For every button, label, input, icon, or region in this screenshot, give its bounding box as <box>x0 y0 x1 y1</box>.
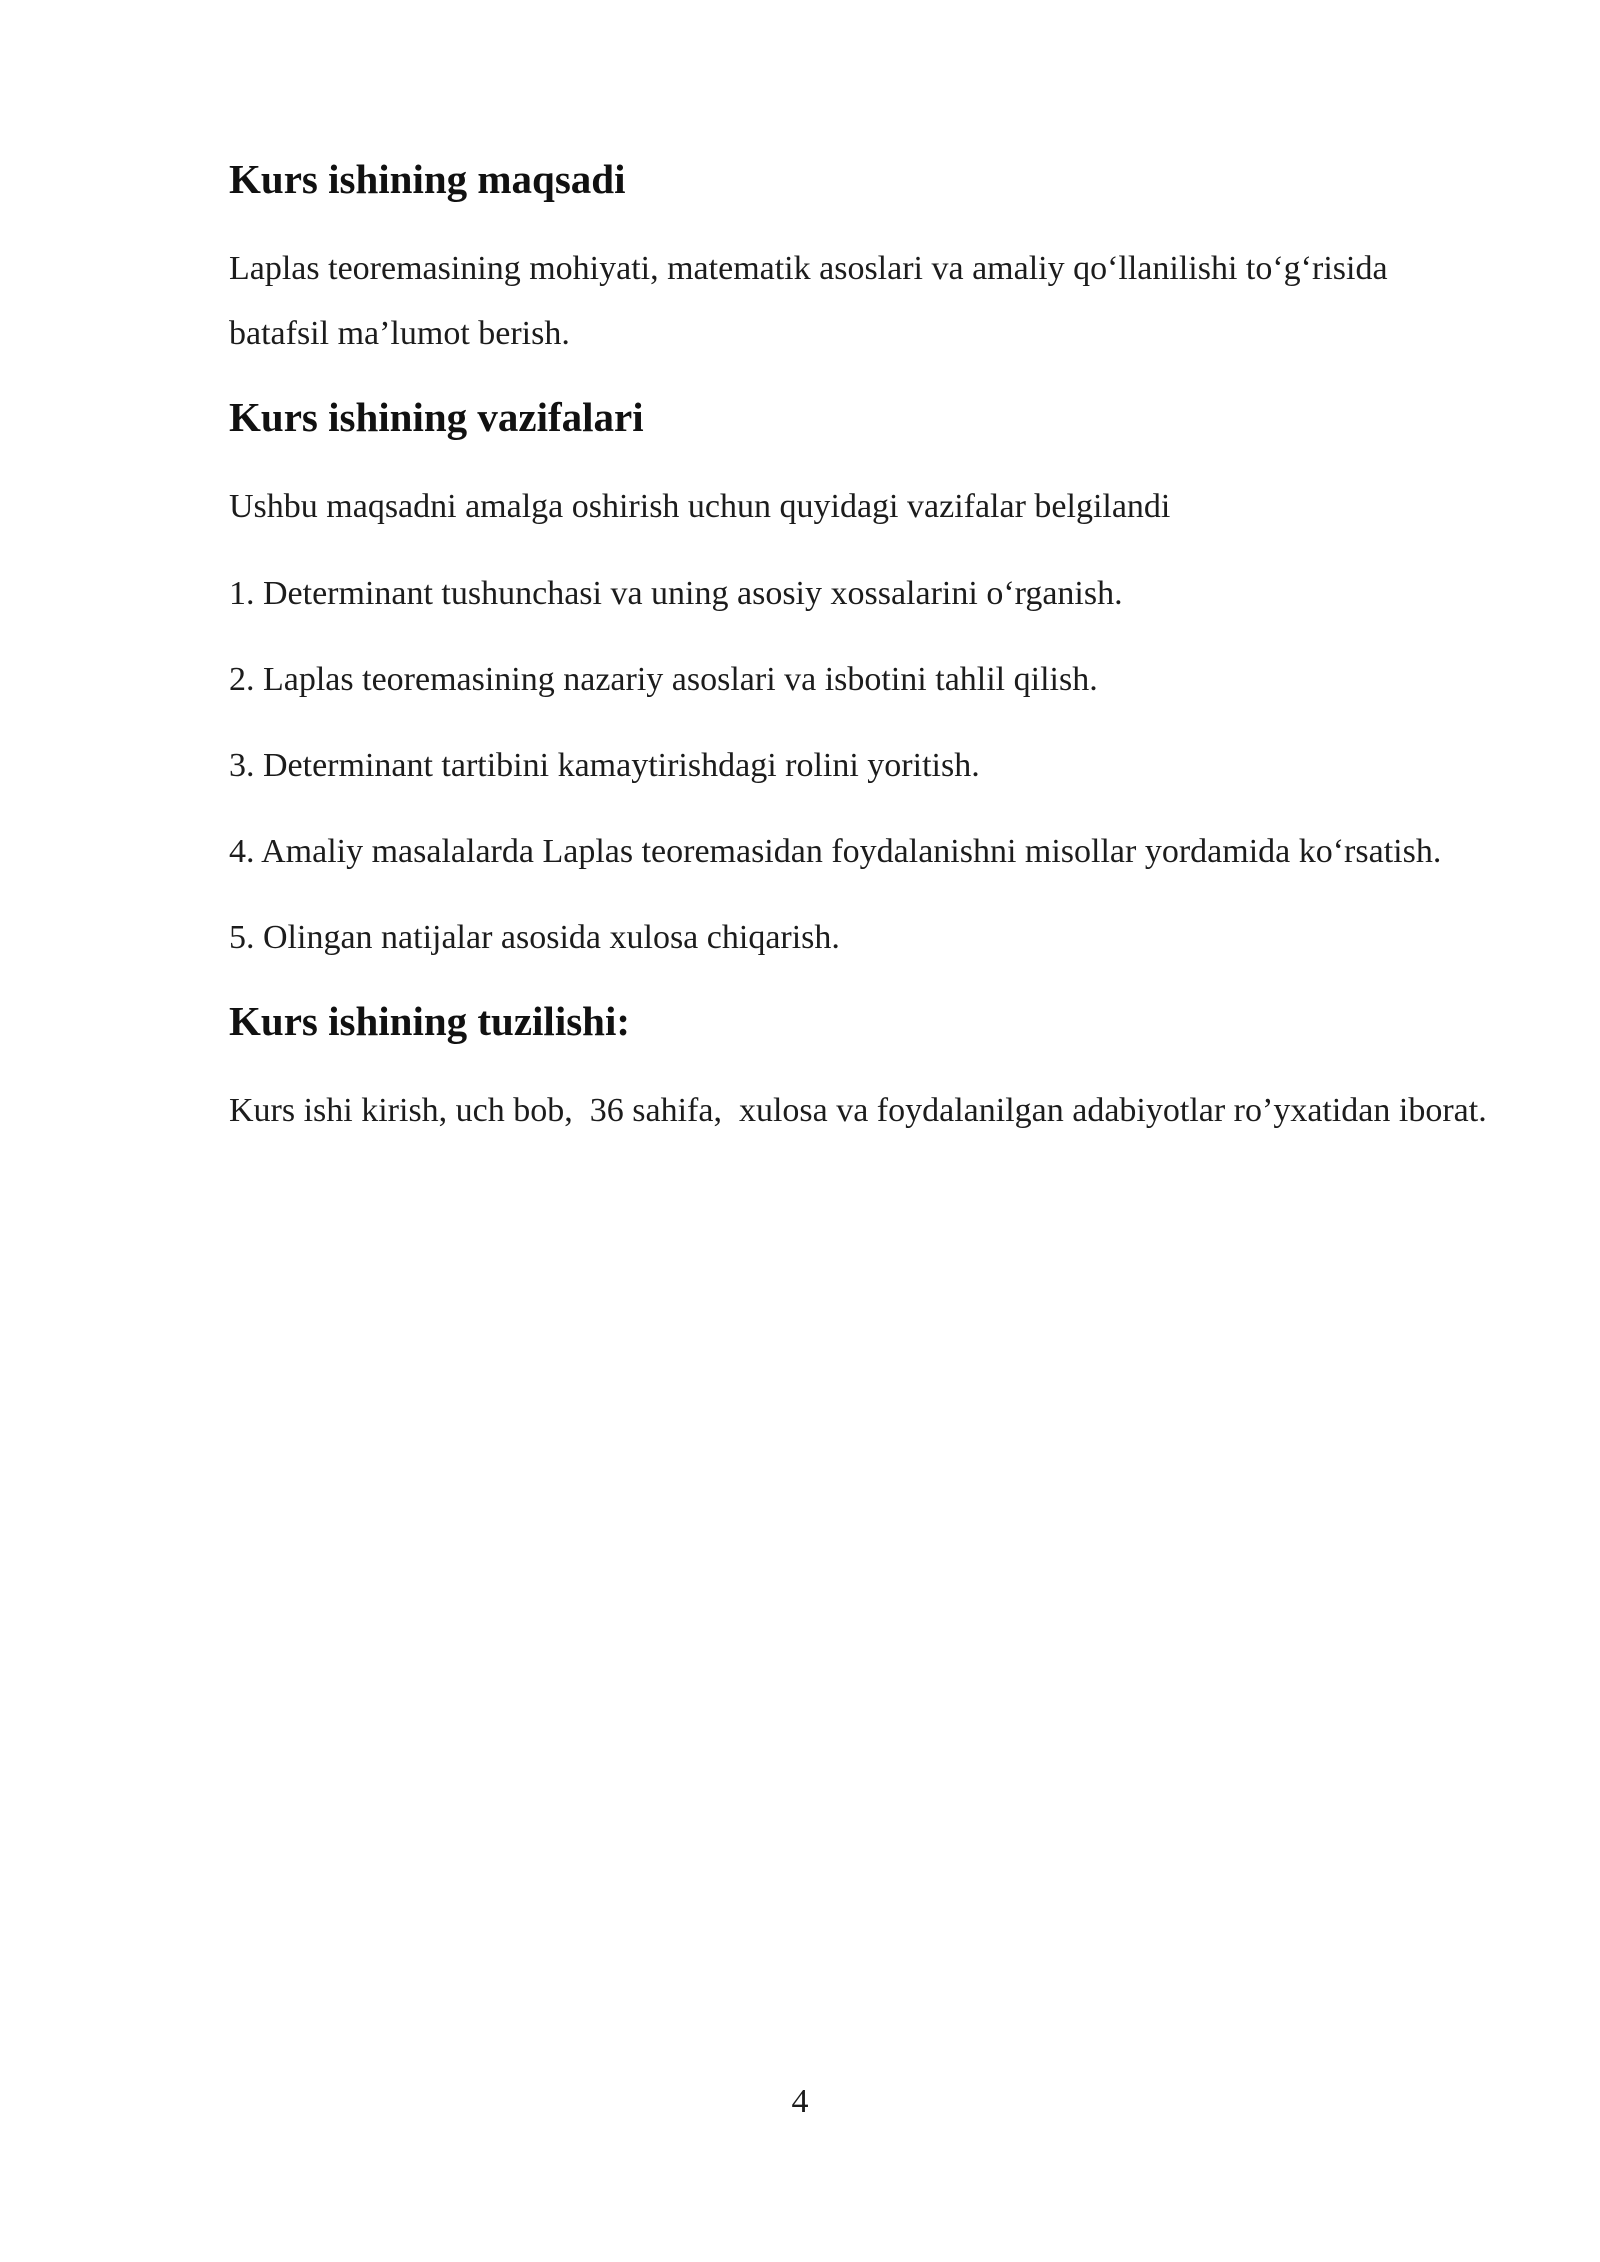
tasks-heading: Kurs ishining vazifalari <box>229 394 644 440</box>
structure-heading: Kurs ishining tuzilishi: <box>229 998 631 1044</box>
page-content <box>229 150 1529 1143</box>
list-item: 3. Determinant tartibini kamaytirishdagi rolini yoritish. <box>229 747 980 784</box>
list-item: 2. Laplas teoremasining nazariy asoslari va isbotini tahlil qilish. <box>229 661 1098 698</box>
list-item: 5. Olingan natijalar asosida xulosa chiqarish. <box>229 919 840 956</box>
list-item: 4. Amaliy masalalarda Laplas teoremasidan foydalanishni misollar yordamida ko‘rsatish. <box>229 833 1442 870</box>
list-item: 1. Determinant tushunchasi va uning asosiy xossalarini o‘rganish. <box>229 575 1123 612</box>
tasks-intro: Ushbu maqsadni amalga oshirish uchun quyidagi vazifalar belgilandi <box>229 488 1171 525</box>
goal-paragraph: Laplas teoremasining mohiyati, matematik asoslari va amaliy qo‘llanilishi to‘g‘risida batafsil ma’lumot berish. <box>229 250 1388 352</box>
structure-paragraph: Kurs ishi kirish, uch bob, 36 sahifa, xulosa va foydalanilgan adabiyotlar ro’yxatidan iborat. <box>229 1092 1487 1129</box>
page-number: 4 <box>791 2083 809 2120</box>
goal-heading: Kurs ishining maqsadi <box>229 156 626 202</box>
tasks-list <box>229 561 1449 970</box>
